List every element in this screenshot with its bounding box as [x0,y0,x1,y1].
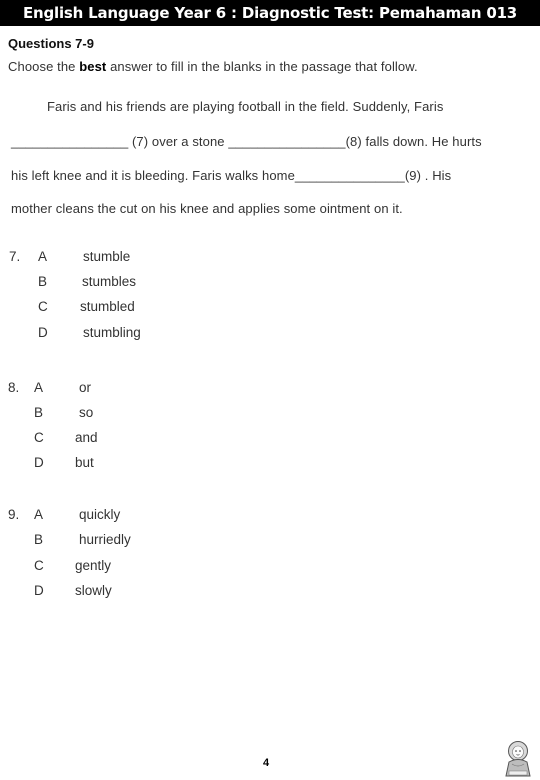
passage-line-3: his left knee and it is bleeding. Faris walks home_______________(9) . His [11,168,452,183]
option-text[interactable]: quickly [79,507,121,522]
option-letter: A [34,380,44,395]
question-number: 7. [9,249,21,264]
option-text[interactable]: so [79,405,94,420]
passage-line-1: Faris and his friends are playing football in the field. Suddenly, Faris [47,99,444,114]
option-letter: A [38,249,48,264]
option-text[interactable]: and [75,430,98,445]
passage-line-4: mother cleans the cut on his knee and applies some ointment on it. [11,201,403,216]
option-letter: C [38,299,48,314]
option-text[interactable]: stumbling [83,325,141,340]
option-text[interactable]: or [79,380,92,395]
option-text[interactable]: hurriedly [79,532,131,547]
instruction-before: Choose the [8,59,80,74]
option-letter: B [38,274,48,289]
option-letter: B [34,405,44,420]
section-title: Questions 7-9 [8,36,94,51]
passage-line-2: ________________ (7) over a stone ________________(8) falls down. He hurts [11,134,482,149]
option-letter: D [38,325,48,340]
option-text[interactable]: stumble [83,249,131,264]
question-number: 9. [8,507,20,522]
option-letter: D [34,583,44,598]
option-text[interactable]: but [75,455,94,470]
option-letter: A [34,507,44,522]
school-mascot-icon [500,738,536,778]
option-letter: B [34,532,44,547]
option-letter: C [34,558,44,573]
option-text[interactable]: slowly [75,583,112,598]
option-text[interactable]: gently [75,558,112,573]
option-text[interactable]: stumbles [82,274,137,289]
instruction-text [8,59,418,74]
page-number: 4 [263,757,270,769]
option-letter: D [34,455,44,470]
instruction-after: answer to fill in the blanks in the passage that follow. [106,59,418,74]
option-letter: C [34,430,44,445]
instruction-bold: best [79,59,107,74]
page-header: English Language Year 6 : Diagnostic Test: Pemahaman 013 [0,0,540,26]
option-text[interactable]: stumbled [80,299,135,314]
question-number: 8. [8,380,20,395]
